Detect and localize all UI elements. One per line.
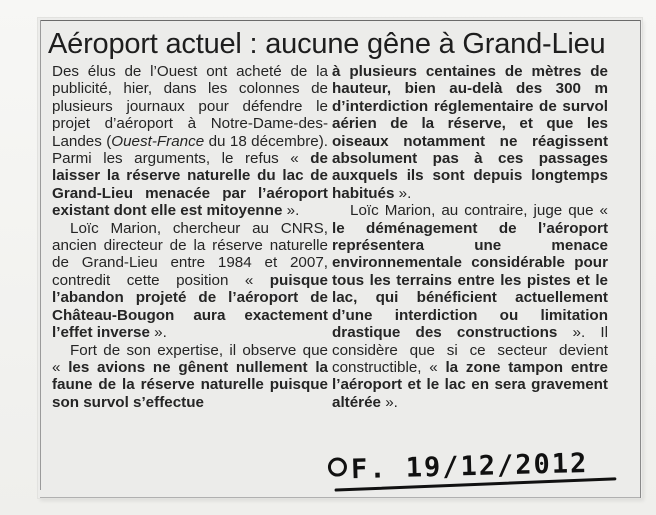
- text-run: ».: [149, 324, 167, 342]
- text-run: Loïc Marion, au contraire, juge que «: [350, 202, 608, 220]
- quote-bold: la zone tampon entre l’aéroport et le lac en sera gravement altérée: [332, 358, 608, 411]
- article-column-left: [52, 63, 328, 411]
- text-run: Loïc Marion, chercheur au CNRS, ancien directeur de la réserve naturelle de Grand-Lieu entre 1984 et 2007, contredit cette position «: [52, 219, 328, 289]
- text-run: ».: [394, 184, 412, 202]
- clipping-bottom-edge: [40, 497, 640, 498]
- quote-bold: à plusieurs centaines de mètres de hauteur, bien au-delà des 300 m d’interdiction réglementaire de survol aérien de la réserve, et que les oiseaux notamment ne réagissent absolument pas à ces passages auxquels ils sont depuis longtemps habitués: [332, 63, 608, 202]
- clipping-right-edge: [640, 20, 641, 498]
- quote-bold: le déménagement de l’aéroport représentera une menace environnementale considérable pour tous les terrains entre les pistes et le lac, qui bénéficient actuellement d’une interdiction ou limitation drastique des constructions: [332, 219, 608, 342]
- text-run: Des élus de l’Ouest ont acheté de la publicité, hier, dans les colonnes de plusieurs journaux pour défendre le projet d’aéroport à Notre-Dame-des-Landes (: [52, 63, 328, 150]
- text-run: Fort de son expertise, il observe que «: [52, 341, 328, 376]
- handwritten-circle-mark: [328, 457, 347, 476]
- paragraph-3: [52, 342, 328, 412]
- paragraph-1: [52, 63, 328, 220]
- quote-bold: les avions ne gênent nullement la faune de la réserve naturelle puisque son survol s’effectue: [52, 358, 328, 411]
- text-run: ».: [282, 202, 300, 220]
- paragraph-5: [332, 202, 608, 411]
- quote-bold: puisque l’abandon projeté de l’aéroport de Château-Bougon aura exactement l’effet inverse: [52, 271, 328, 342]
- handwritten-date-annotation: [328, 445, 619, 489]
- text-run: Ouest-France: [111, 132, 205, 150]
- article-headline: Aéroport actuel : aucune gêne à Grand-Lieu: [48, 28, 606, 60]
- handwritten-note-text: F. 19/12/2012: [350, 447, 589, 486]
- quote-bold: de laisser la réserve naturelle du lac de Grand-Lieu menacée par l’aéroport existant dont elle est mitoyenne: [52, 150, 328, 220]
- clipping-top-edge: [40, 20, 640, 21]
- paragraph-2: [52, 220, 328, 342]
- clipping-left-edge: [40, 20, 41, 490]
- text-run: ».: [380, 393, 398, 411]
- paragraph-4: [332, 63, 608, 202]
- text-run: ». Il considère que si ce secteur devient constructible, «: [332, 324, 608, 376]
- text-run: du 18 décembre). Parmi les arguments, le refus «: [52, 132, 328, 168]
- article-column-right: [332, 63, 608, 411]
